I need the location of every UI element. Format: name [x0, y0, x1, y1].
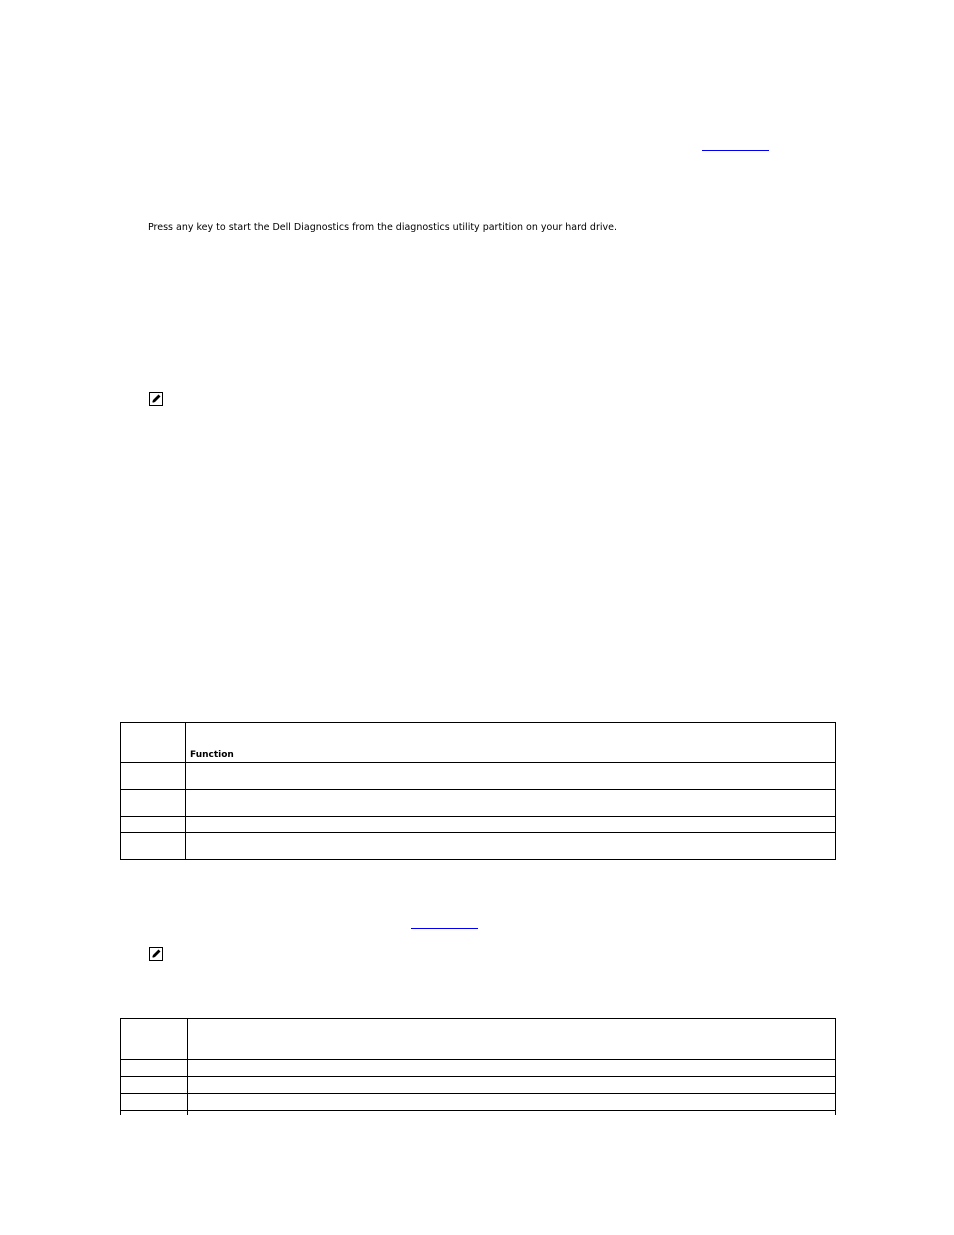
- table-row: [121, 763, 836, 790]
- table-cell: [121, 1060, 188, 1077]
- table-cell: [186, 817, 836, 833]
- table-cell: [188, 1060, 836, 1077]
- table-cell: [121, 1077, 188, 1094]
- link-underline-top[interactable]: [702, 150, 769, 151]
- function-table: [120, 722, 836, 860]
- table-header-row: [121, 1019, 836, 1060]
- table-header-function: Function: [186, 723, 836, 763]
- table-row: [121, 817, 836, 833]
- table-cell: [121, 763, 186, 790]
- table-header-cell: [121, 723, 186, 763]
- table-cell: [188, 1094, 836, 1111]
- table-cell: [186, 790, 836, 817]
- table-row: [121, 1111, 836, 1115]
- table-header-row: [121, 723, 836, 763]
- table-row: [121, 1060, 836, 1077]
- table-cell: [121, 1111, 188, 1115]
- table-row: [121, 833, 836, 860]
- note-pencil-icon: [149, 947, 163, 961]
- options-table: [120, 1018, 836, 1115]
- link-underline-middle[interactable]: [411, 928, 478, 929]
- table-header-cell: [121, 1019, 188, 1060]
- table-cell: [186, 763, 836, 790]
- instruction-text: Press any key to start the Dell Diagnostics from the diagnostics utility partition on your hard drive.: [148, 222, 617, 233]
- table-cell: [186, 833, 836, 860]
- note-pencil-icon: [149, 392, 163, 406]
- table-row: [121, 1077, 836, 1094]
- table-cell: [121, 790, 186, 817]
- table-cell: [188, 1111, 836, 1115]
- table-cell: [188, 1077, 836, 1094]
- table-cell: [121, 817, 186, 833]
- table-cell: [121, 833, 186, 860]
- table-header-cell: [188, 1019, 836, 1060]
- table-cell: [121, 1094, 188, 1111]
- table-row: [121, 790, 836, 817]
- table-row: [121, 1094, 836, 1111]
